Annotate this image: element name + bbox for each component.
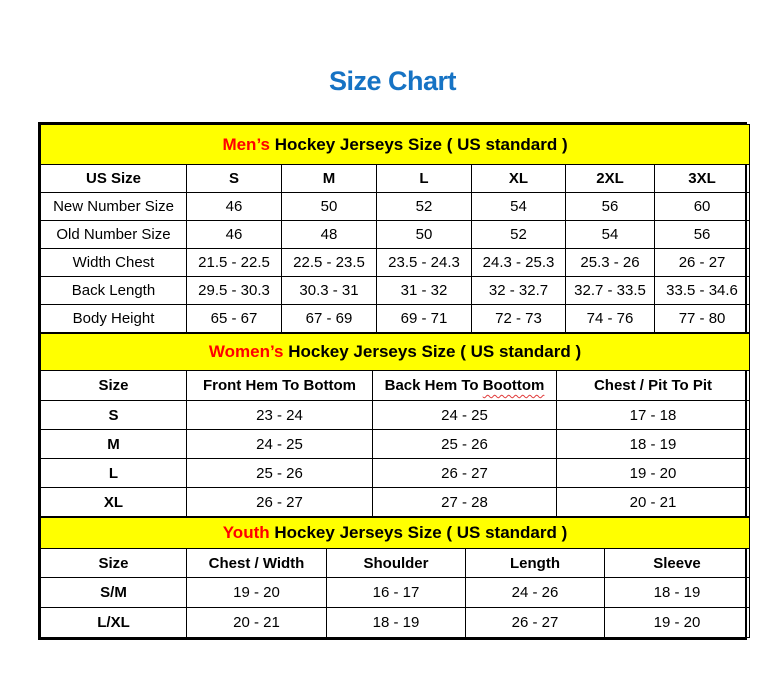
column-header: M [282, 165, 377, 193]
mens-section-banner [41, 125, 750, 165]
column-header-text: Back Hem To [384, 377, 483, 394]
table-cell: 21.5 - 22.5 [187, 249, 282, 277]
row-label: New Number Size [41, 193, 187, 221]
page-title: Size Chart [328, 66, 457, 96]
table-cell: 18 - 19 [557, 430, 750, 459]
table-cell: 22.5 - 23.5 [282, 249, 377, 277]
table-row [41, 277, 750, 305]
table-cell: 18 - 19 [605, 578, 750, 608]
table-cell: 74 - 76 [566, 305, 655, 333]
table-cell: 20 - 21 [557, 488, 750, 517]
column-header: Front Hem To Bottom [187, 371, 373, 401]
table-cell: 25 - 26 [373, 430, 557, 459]
table-row [41, 221, 750, 249]
column-header [373, 371, 557, 401]
table-row [41, 249, 750, 277]
table-cell: 32 - 32.7 [472, 277, 566, 305]
row-label: Body Height [41, 305, 187, 333]
table-cell: 16 - 17 [327, 578, 466, 608]
table-cell: 26 - 27 [373, 459, 557, 488]
row-label: M [41, 430, 187, 459]
table-cell: 17 - 18 [557, 401, 750, 430]
table-cell: 77 - 80 [655, 305, 750, 333]
table-cell: 26 - 27 [466, 608, 605, 638]
table-cell: 60 [655, 193, 750, 221]
column-header: Size [41, 549, 187, 578]
column-header: Size [41, 371, 187, 401]
youth-size-table [40, 517, 750, 638]
table-cell: 26 - 27 [187, 488, 373, 517]
banner-highlight-text: Men’s [222, 134, 270, 154]
table-row [41, 578, 750, 608]
column-header: US Size [41, 165, 187, 193]
table-cell: 54 [566, 221, 655, 249]
row-label: L/XL [41, 608, 187, 638]
banner-highlight-text: Youth [222, 523, 270, 542]
row-label: XL [41, 488, 187, 517]
table-cell: 23.5 - 24.3 [377, 249, 472, 277]
table-cell: 24 - 25 [373, 401, 557, 430]
youth-section-banner [41, 518, 750, 549]
table-cell: 19 - 20 [187, 578, 327, 608]
table-row [41, 371, 750, 401]
table-cell: 32.7 - 33.5 [566, 277, 655, 305]
table-cell: 69 - 71 [377, 305, 472, 333]
row-label: Width Chest [41, 249, 187, 277]
column-header: 3XL [655, 165, 750, 193]
table-cell: 65 - 67 [187, 305, 282, 333]
table-row [41, 459, 750, 488]
banner-rest-text: Hockey Jerseys Size ( US standard ) [283, 342, 582, 361]
table-cell: 30.3 - 31 [282, 277, 377, 305]
column-header: Chest / Width [187, 549, 327, 578]
row-label: L [41, 459, 187, 488]
table-cell: 46 [187, 193, 282, 221]
table-row [41, 334, 750, 371]
table-row [41, 193, 750, 221]
womens-section-banner [41, 334, 750, 371]
mens-size-table [40, 124, 750, 333]
table-cell: 29.5 - 30.3 [187, 277, 282, 305]
banner-rest-text: Hockey Jerseys Size ( US standard ) [269, 134, 568, 154]
column-header: XL [472, 165, 566, 193]
table-cell: 25 - 26 [187, 459, 373, 488]
table-cell: 26 - 27 [655, 249, 750, 277]
misspelled-word: Boottom [482, 377, 545, 394]
table-cell: 56 [655, 221, 750, 249]
row-label: Old Number Size [41, 221, 187, 249]
table-cell: 52 [377, 193, 472, 221]
table-cell: 18 - 19 [327, 608, 466, 638]
row-label: S/M [41, 578, 187, 608]
column-header: S [187, 165, 282, 193]
column-header: 2XL [566, 165, 655, 193]
table-row [41, 608, 750, 638]
womens-size-table [40, 333, 750, 517]
table-cell: 19 - 20 [557, 459, 750, 488]
column-header: L [377, 165, 472, 193]
table-cell: 20 - 21 [187, 608, 327, 638]
table-cell: 24 - 26 [466, 578, 605, 608]
table-cell: 23 - 24 [187, 401, 373, 430]
table-cell: 67 - 69 [282, 305, 377, 333]
table-cell: 24.3 - 25.3 [472, 249, 566, 277]
column-header: Chest / Pit To Pit [557, 371, 750, 401]
table-cell: 50 [377, 221, 472, 249]
table-row [41, 549, 750, 578]
banner-highlight-text: Women’s [208, 342, 284, 361]
banner-rest-text: Hockey Jerseys Size ( US standard ) [269, 523, 568, 542]
table-cell: 72 - 73 [472, 305, 566, 333]
table-cell: 50 [282, 193, 377, 221]
size-chart-tables [38, 122, 747, 640]
table-row [41, 305, 750, 333]
table-cell: 46 [187, 221, 282, 249]
row-label: Back Length [41, 277, 187, 305]
table-cell: 54 [472, 193, 566, 221]
table-row [41, 518, 750, 549]
table-cell: 48 [282, 221, 377, 249]
table-row [41, 401, 750, 430]
row-label: S [41, 401, 187, 430]
table-cell: 33.5 - 34.6 [655, 277, 750, 305]
table-row [41, 125, 750, 165]
table-row [41, 488, 750, 517]
column-header: Sleeve [605, 549, 750, 578]
table-cell: 19 - 20 [605, 608, 750, 638]
table-row [41, 165, 750, 193]
table-cell: 27 - 28 [373, 488, 557, 517]
table-cell: 56 [566, 193, 655, 221]
column-header: Length [466, 549, 605, 578]
table-cell: 31 - 32 [377, 277, 472, 305]
table-cell: 25.3 - 26 [566, 249, 655, 277]
table-cell: 52 [472, 221, 566, 249]
table-cell: 24 - 25 [187, 430, 373, 459]
column-header: Shoulder [327, 549, 466, 578]
table-row [41, 430, 750, 459]
